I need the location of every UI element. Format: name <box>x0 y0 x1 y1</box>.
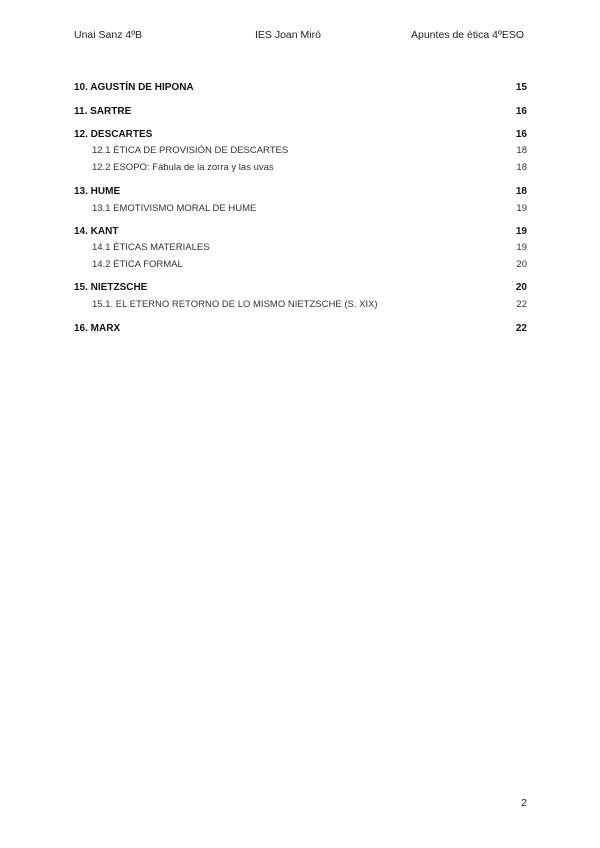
page-header <box>74 29 524 43</box>
toc-entry[interactable] <box>74 106 527 120</box>
toc-subentry-page: 20 <box>516 259 527 270</box>
toc-subentry[interactable] <box>92 299 527 313</box>
header-subject: Apuntes de ética 4ºESO <box>411 29 524 41</box>
toc-entry[interactable] <box>74 323 527 337</box>
toc-subentry-title: 13.1 EMOTIVISMO MORAL DE HUME <box>92 203 257 214</box>
toc-subentry-title: 12.2 ESOPO: Fábula de la zorra y las uvas <box>92 162 274 173</box>
toc-entry[interactable] <box>74 186 527 200</box>
toc-subentry[interactable] <box>92 242 527 256</box>
toc-subentry-title: 12.1 ÉTICA DE PROVISIÓN DE DESCARTES <box>92 145 289 156</box>
toc-entry[interactable] <box>74 82 527 96</box>
header-school: IES Joan Miró <box>255 29 321 41</box>
toc-entry-page: 16 <box>515 106 527 117</box>
toc-subentry[interactable] <box>92 162 527 176</box>
toc-entry[interactable] <box>74 226 527 240</box>
toc-entry[interactable] <box>74 282 527 296</box>
toc-subentry-page: 19 <box>516 203 527 214</box>
toc-entry-page: 19 <box>515 226 527 237</box>
toc-entry-title: 10. AGUSTÍN DE HIPONA <box>74 82 194 93</box>
page-number: 2 <box>521 797 527 809</box>
toc-entry-title: 16. MARX <box>74 323 121 334</box>
toc-subentry-page: 18 <box>516 162 527 173</box>
toc-subentry-title: 15.1. EL ETERNO RETORNO DE LO MISMO NIETZSCHE (S. XIX) <box>92 299 378 310</box>
header-author: Unai Sanz 4ºB <box>74 29 143 41</box>
toc-subentry-page: 22 <box>516 299 527 310</box>
toc-entry-page: 15 <box>515 82 527 93</box>
toc-entry-title: 11. SARTRE <box>74 106 132 117</box>
toc-subentry[interactable] <box>92 145 527 159</box>
toc-entry-title: 14. KANT <box>74 226 119 237</box>
toc-entry-title: 15. NIETZSCHE <box>74 282 148 293</box>
toc-subentry-page: 19 <box>516 242 527 253</box>
toc-entry-page: 16 <box>515 129 527 140</box>
toc-entry-page: 20 <box>515 282 527 293</box>
toc-entry-page: 22 <box>515 323 527 334</box>
toc-subentry-title: 14.1 ÉTICAS MATERIALES <box>92 242 210 253</box>
toc-subentry[interactable] <box>92 203 527 217</box>
toc-entry-title: 13. HUME <box>74 186 121 197</box>
toc-entry[interactable] <box>74 129 527 143</box>
toc-subentry-page: 18 <box>516 145 527 156</box>
toc-subentry-title: 14.2 ÉTICA FORMAL <box>92 259 183 270</box>
toc-subentry[interactable] <box>92 259 527 273</box>
toc-entry-page: 18 <box>515 186 527 197</box>
toc-entry-title: 12. DESCARTES <box>74 129 153 140</box>
